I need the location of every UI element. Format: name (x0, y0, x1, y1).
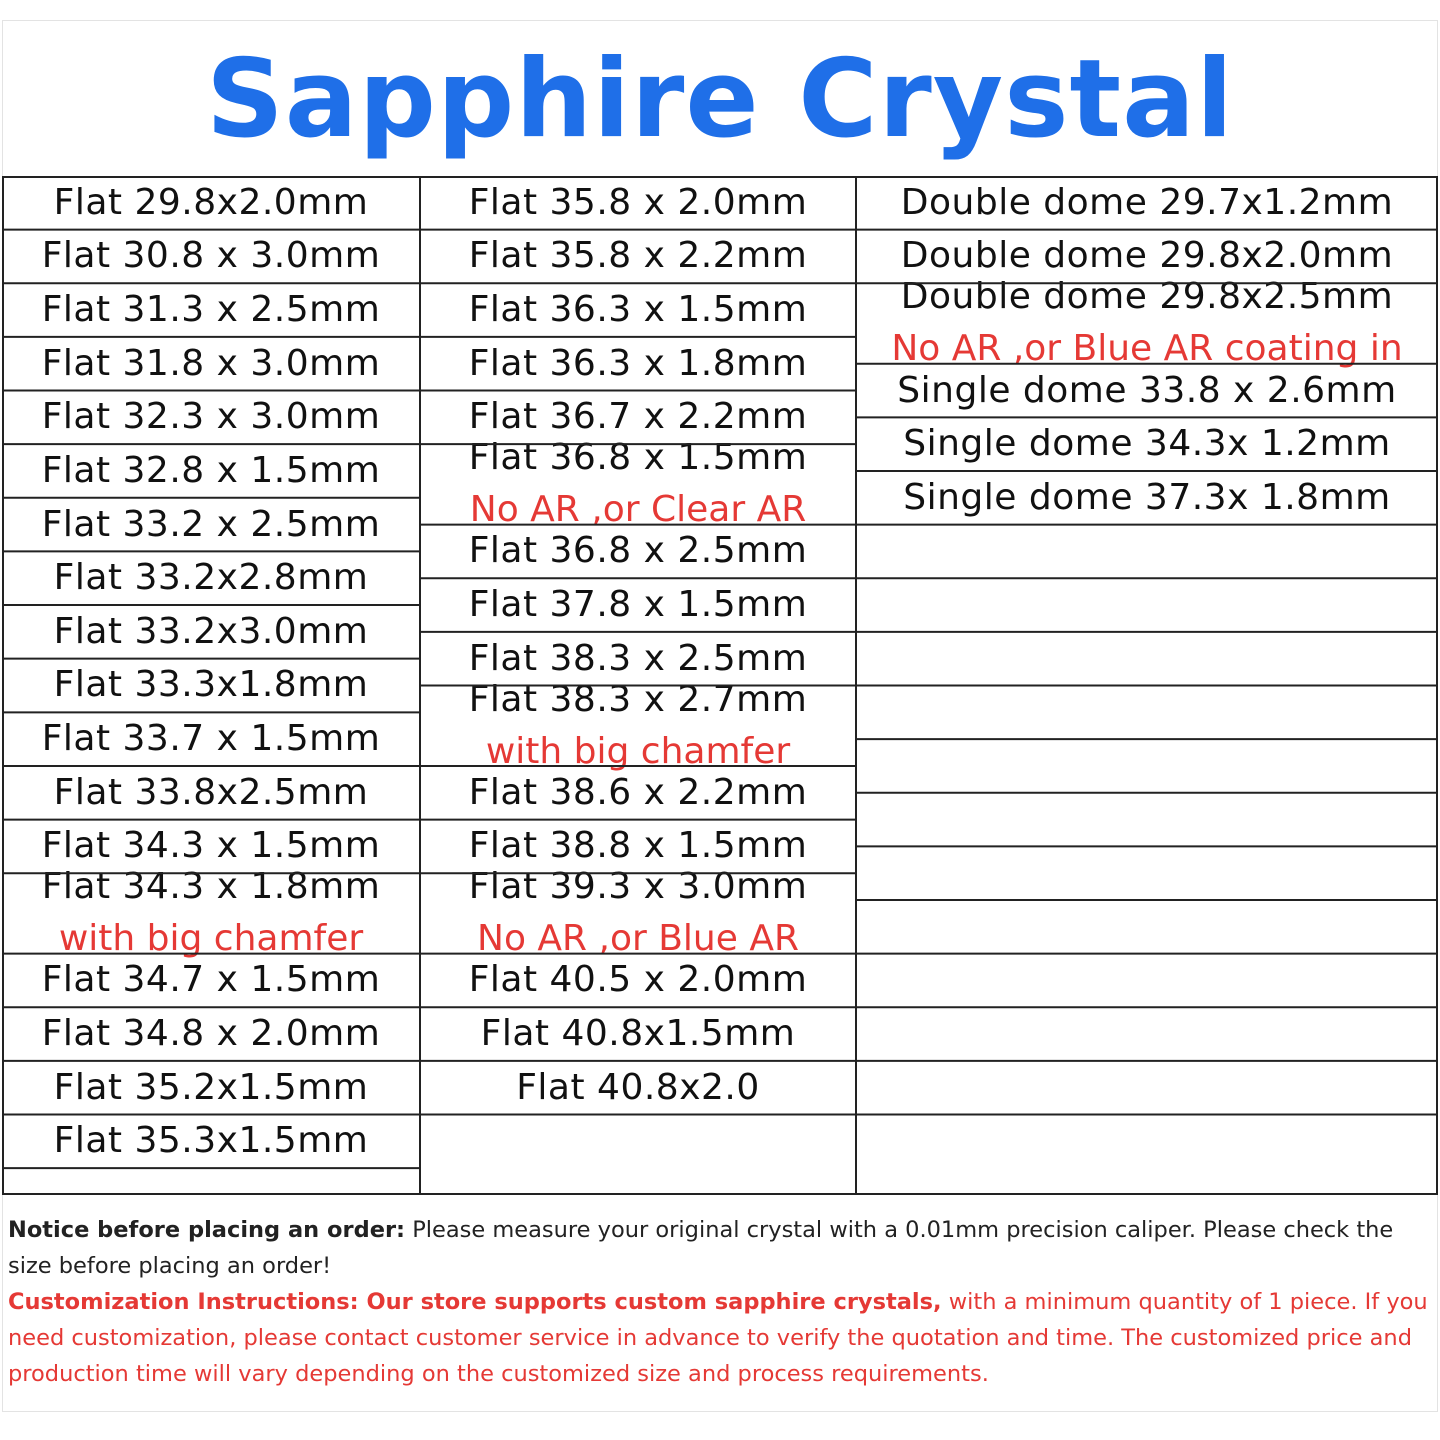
cell-note-label: No AR ,or Blue AR coating in (891, 328, 1403, 370)
cell-note-label: with big chamfer (485, 730, 791, 772)
cell-size-label: Flat 38.3 x 2.7mm (468, 678, 808, 720)
cell-size-label: Double dome 29.8x2.5mm (900, 276, 1394, 318)
cell-note-label: No AR ,or Blue AR (477, 918, 799, 960)
cell-note-label: No AR ,or Clear AR (469, 489, 807, 531)
cell-size-label: Flat 36.8 x 2.5mm (468, 530, 808, 572)
notice-label: Notice before placing an order: (8, 1217, 406, 1243)
cell-note-label: with big chamfer (58, 918, 364, 960)
cell-size-label: Flat 33.2x2.8mm (53, 557, 369, 599)
custom-label: Customization Instructions: Our store supports custom sapphire crystals, (8, 1289, 942, 1315)
cell-size-label: Flat 33.3x1.8mm (53, 664, 369, 706)
cell-size-label: Flat 36.3 x 1.8mm (468, 342, 808, 384)
cell-size-label: Flat 33.2x3.0mm (53, 610, 369, 652)
cell-size-label: Flat 33.8x2.5mm (53, 771, 369, 813)
cell-size-label: Flat 29.8x2.0mm (53, 181, 369, 223)
cell-size-label: Single dome 37.3x 1.8mm (903, 476, 1391, 518)
custom-text: with a minimum quantity of 1 piece. If you need customization, please contact customer service in advance to verify the quotation and time. The customized price and production time will vary depending on the customized size and process requirements. (8, 1289, 1428, 1387)
cell-size-label: Flat 35.8 x 2.0mm (468, 181, 808, 223)
custom-paragraph (8, 1284, 1428, 1392)
cell-size-label: Flat 31.8 x 3.0mm (41, 342, 381, 384)
cell-size-label: Flat 38.3 x 2.5mm (468, 637, 808, 679)
cell-size-label: Double dome 29.8x2.0mm (900, 235, 1394, 277)
cell-size-label: Flat 35.8 x 2.2mm (468, 235, 808, 277)
cell-size-label: Flat 32.3 x 3.0mm (41, 396, 381, 438)
cell-size-label: Flat 40.8x2.0 (516, 1066, 760, 1108)
cell-size-label: Flat 35.3x1.5mm (53, 1120, 369, 1162)
cell-size-label: Flat 33.2 x 2.5mm (41, 503, 381, 545)
cell-size-label: Flat 33.7 x 1.5mm (41, 718, 381, 760)
notice-text: Please measure your original crystal with a 0.01mm precision caliper. Please check the size before placing an order! (8, 1217, 1394, 1279)
notice-paragraph (8, 1212, 1428, 1284)
cell-size-label: Flat 40.5 x 2.0mm (468, 959, 808, 1001)
cell-size-label: Flat 37.8 x 1.5mm (468, 584, 808, 626)
cell-size-label: Flat 30.8 x 3.0mm (41, 235, 381, 277)
cell-size-label: Flat 36.7 x 2.2mm (468, 396, 808, 438)
page-title: Sapphire Crystal (205, 37, 1235, 162)
notes (8, 1212, 1428, 1392)
cell-size-label: Flat 38.6 x 2.2mm (468, 771, 808, 813)
cell-size-label: Flat 34.3 x 1.8mm (41, 866, 381, 908)
cell-size-label: Flat 39.3 x 3.0mm (468, 866, 808, 908)
table-grid-lines (2, 176, 1438, 1195)
cell-size-label: Single dome 34.3x 1.2mm (903, 423, 1391, 465)
cell-size-label: Flat 34.3 x 1.5mm (41, 825, 381, 867)
size-table (2, 176, 1438, 1195)
cell-size-label: Flat 36.3 x 1.5mm (468, 289, 808, 331)
cell-size-label: Flat 35.2x1.5mm (53, 1066, 369, 1108)
cell-size-label: Flat 32.8 x 1.5mm (41, 449, 381, 491)
cell-size-label: Flat 40.8x1.5mm (480, 1013, 796, 1055)
cell-size-label: Flat 38.8 x 1.5mm (468, 825, 808, 867)
cell-size-label: Flat 34.7 x 1.5mm (41, 959, 381, 1001)
cell-size-label: Flat 34.8 x 2.0mm (41, 1013, 381, 1055)
cell-size-label: Double dome 29.7x1.2mm (900, 181, 1394, 223)
cell-size-label: Flat 36.8 x 1.5mm (468, 437, 808, 479)
cell-size-label: Single dome 33.8 x 2.6mm (897, 369, 1397, 411)
cell-size-label: Flat 31.3 x 2.5mm (41, 289, 381, 331)
